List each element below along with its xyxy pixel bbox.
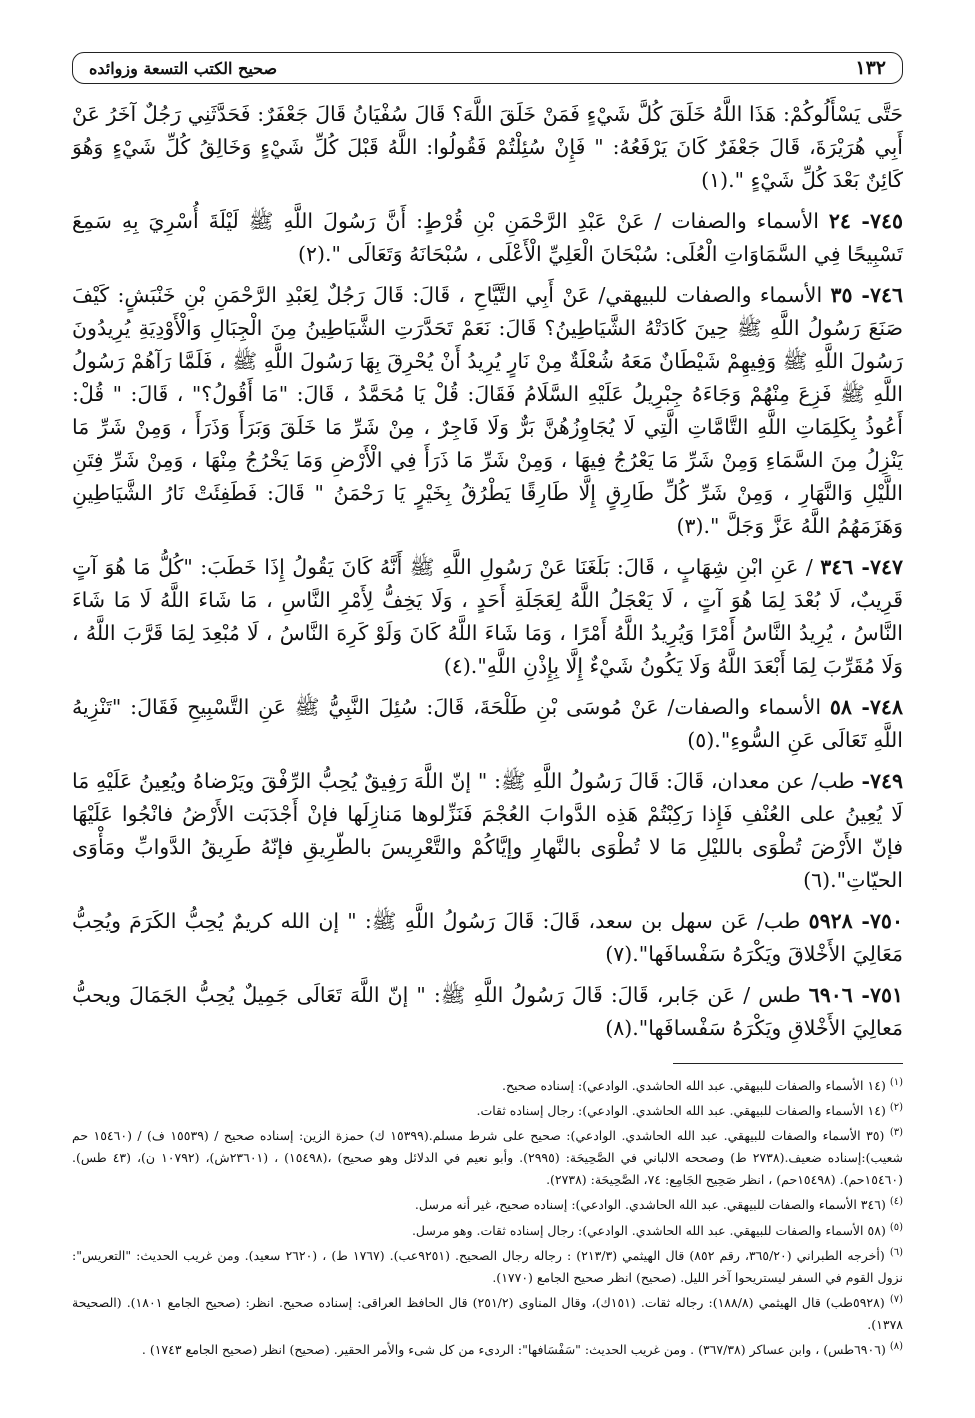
footnote xyxy=(72,1217,903,1242)
footnote-text: (٥٨ الأسماء والصفات للبيهقي. عبد الله الحاشدي. الوادعي): رجال إسناده ثقات. وهو مرسل. xyxy=(411,1222,886,1238)
footnote xyxy=(72,1336,903,1361)
footnote-text: (١٤ الأسماء والصفات للبيهقي. عبد الله الحاشدي. الوادعي): رجال إسناده ثقات. xyxy=(476,1103,886,1119)
hadith-number: ٧٥١- ٦٩٠٦ xyxy=(808,983,903,1007)
hadith-source: طب/ xyxy=(757,909,801,933)
hadith-entry xyxy=(72,98,903,197)
footnote-text: (٣٤٦ الأسماء والصفات للبيهقي. عبد الله الحاشدي. الوادعي): إسناده صحيح، غير أنه مرسل. xyxy=(414,1197,886,1213)
footnote-number: (٢) xyxy=(889,1102,903,1114)
footnote-text: (٦٩٠٦طس) ، وابن عساكر (٣٦٧/٣٨) . ومن غريب الحديث: "سَفْسَافها": الردىء من كل شىء والأمر الحقير. (صحيح) انظر (صحيح الجامع ١٧٤٣) . xyxy=(141,1342,886,1358)
footnote xyxy=(72,1122,903,1191)
hadith-text: عَنْ مُوسَى بْنِ طَلْحَةَ، قَالَ: سُئِلَ النَّبِيُّ ﷺ عَنِ التَّسْبِيحِ فَقَالَ: "تَنْزِيهُ اللَّهِ تَعَالَى عَنِ السُّوءِ".(٥) xyxy=(72,695,903,752)
book-title: صحيح الكتب التسعة وزوائده xyxy=(89,58,278,78)
footnote xyxy=(72,1289,903,1336)
main-text xyxy=(72,98,903,1045)
hadith-entry xyxy=(72,205,903,271)
footnote-number: (٣) xyxy=(889,1127,903,1139)
footnote xyxy=(72,1072,903,1097)
hadith-text: حَتَّى يَسْأَلُوكُمْ: هَذَا اللَّهُ خَلَقَ كُلَّ شَيْءٍ فَمَنْ خَلَقَ اللَّهَ؟ قَالَ سُفْيَانُ قَالَ جَعْفَرٌ: فَحَدَّثَنِي رَجُلٌ آخَرُ عَنْ أَبِي هُرَيْرَةَ، قَالَ جَعْفَرٌ كَانَ يَرْفَعُهُ: " فَإِنْ سُئِلْتُمْ فَقُولُوا: اللَّهُ قَبْلَ كُلِّ شَيْءٍ وَخَالِقُ كُلِّ شَيْءٍ وَهُوَ كَائِنٌ بَعْدَ كُلِّ شَيْءٍ ".(١) xyxy=(72,102,903,192)
hadith-text: عَنْ عَبْدِ الرَّحْمَنِ بْنِ قُرْطٍ: أَنَّ رَسُولَ اللَّهِ ﷺ لَيْلَةَ أُسْرِيَ بِهِ سَمِعَ تَسْبِيحًا فِي السَّمَاوَاتِ الْعُلَى: سُبْحَانَ الْعَلِيِّ الْأَعْلَى ، سُبْحَانَهُ وَتَعَالَى ".(٢) xyxy=(72,209,903,266)
footnote-number: (٥) xyxy=(889,1221,903,1233)
footnote-number: (١) xyxy=(889,1077,903,1088)
footnote-text: (أخرجه الطبراني (٣٦٥/٢٠، رقم ٨٥٢) قال الهيثمي (٢١٣/٣) : رجاله رجال الصحيح. (٩٢٥١عب). (١٧٦٧ ط) ، (٢٦٢٠ سعيد). ومن غريب الحديث: "التعريس": نزول القوم في السفر ليستريحوا آخر الليل. (صحيح) انظر صحيح الجامع (١٧٧٠). xyxy=(72,1247,903,1285)
hadith-number: ٧٤٩- xyxy=(861,769,903,793)
hadith-number: ٧٤٥- ٢٤ xyxy=(828,209,903,233)
footnote-number: (٤) xyxy=(889,1196,903,1208)
hadith-text: عَنِ ابْنِ شِهَابٍ ، قَالَ: بَلَغَنَا عَنْ رَسُولِ اللَّهِ ﷺ أَنَّهُ كَانَ يَقُولُ إِذَا خَطَبَ: "كُلُّ مَا هُوَ آتٍ قَرِيبٌ، لَا بُعْدَ لِمَا هُوَ آتٍ ، لَا يَعْجَلُ اللَّهُ لِعَجَلَةِ أَحَدٍ ، وَلَا يَخِفُّ لِأَمْرِ النَّاسِ ، مَا شَاءَ اللَّهُ لَا مَا شَاءَ النَّاسُ ، يُرِيدُ النَّاسُ أَمْرًا وَيُرِيدُ اللَّهُ أَمْرًا ، وَمَا شَاءَ اللَّهُ كَانَ وَلَوْ كَرِهَ النَّاسُ ، لَا مُبْعِدَ لِمَا قَرَّبَ اللَّهُ ، وَلَا مُقَرِّبَ لِمَا أَبْعَدَ اللَّهُ وَلَا يَكُونُ شَيْءٌ إِلَّا بِإِذْنِ اللَّهِ".(٤) xyxy=(72,555,903,678)
hadith-entry xyxy=(72,765,903,897)
hadith-number: ٧٤٨- ٥٨ xyxy=(829,695,903,719)
footnote xyxy=(72,1191,903,1216)
footnote-text: (٥٩٢٨طب) قال الهيثمي (١٨٨/٨): رجاله ثقات. (١٥١ك)، وقال المناوى (٢٥١/٢) قال الحافظ العراقى: إسناده صحيح. انظر: (صحيح الجامع ١٨٠١). (الصحيحة ١٣٧٨). xyxy=(72,1295,903,1333)
footnote-number: (٨) xyxy=(889,1341,903,1353)
page-header xyxy=(72,52,903,84)
hadith-source: الأسماء والصفات/ xyxy=(667,695,822,719)
hadith-entry xyxy=(72,979,903,1045)
hadith-entry xyxy=(72,279,903,543)
hadith-text: عن معدان، قَالَ: قَالَ رَسُولُ اللَّهِ ﷺ: " إنّ اللَّهَ رَفِيقٌ يُحِبُّ الرِّفْقَ ويَرْضاهُ ويُعِينُ عَلَيْهِ مَا لَا يُعِينُ على العُنْفِ فَإِذا رَكِبْتُمْ هَذِه الدَّوابَ العُجْمَ فَنَزِّلوها مَنازِلَها فإنْ أَجْدَبَت الأَرْضُ فانْجُوا عَلَيْهَا فإنّ الأَرْضَ تُطْوَى بالليْلِ مَا لا تُطْوَى بالنَّهارِ وإيَّاكُمْ والتَّعْرِيسَ بالطّرِيقِ فإنّهُ طَرِيقُ الدَّوابِّ ومَأْوَى الحيّاتِ".(٦) xyxy=(72,769,903,892)
hadith-number: ٧٥٠- ٥٩٢٨ xyxy=(808,909,903,933)
footnote xyxy=(72,1242,903,1289)
hadith-source: طب/ xyxy=(811,769,855,793)
hadith-source: الأسماء والصفات / xyxy=(654,209,819,233)
hadith-text: عَن جَابر، قَالَ: قَالَ رَسُولُ اللَّهِ ﷺ: " إنّ اللَّهَ تَعَالَى جَمِيلٌ يُحِبُّ الجَمَالَ ويحبُّ مَعالِيَ الأَخْلاقِ ويَكْرَهُ سَفْسافَها".(٨) xyxy=(72,983,903,1040)
hadith-number: ٧٤٦- ٣٥ xyxy=(830,283,903,307)
footnote xyxy=(72,1097,903,1122)
hadith-source: / xyxy=(805,555,813,579)
footnote-number: (٦) xyxy=(889,1246,903,1258)
footnote-text: (١٤ الأسماء والصفات للبيهقي. عبد الله الحاشدي. الوادعي): إسناده صحيح. xyxy=(501,1078,886,1094)
hadith-text: عَنْ أَبِي التَّيَّاحِ ، قَالَ: قَالَ رَجُلٌ لِعَبْدِ الرَّحْمَنِ بْنِ خَنْبَشٍ: كَيْفَ صَنَعَ رَسُولُ اللَّهِ ﷺ حِينَ كَادَتْهُ الشَّيَاطِينُ؟ قَالَ: نَعَمْ تَحَدَّرَتِ الشَّيَاطِينُ مِنَ الْجِبَالِ وَالْأَوْدِيَةِ يُرِيدُونَ رَسُولَ اللَّهِ ﷺ وَفِيهِمْ شَيْطَانٌ مَعَهُ شُعْلَةٌ مِنْ نَارٍ يُرِيدُ أَنْ يُحْرِقَ بِهَا رَسُولَ اللَّهِ ﷺ ، فَلَمَّا رَآهُمْ رَسُولُ اللَّهِ ﷺ فَزِعَ مِنْهُمْ وَجَاءَهُ جِبْرِيلُ عَلَيْهِ السَّلَامُ فَقَالَ: قُلْ يَا مُحَمَّدُ ، قَالَ: "مَا أَقُولُ؟" ، قَالَ: " قُلْ: أَعُوذُ بِكَلِمَاتِ اللَّهِ التَّامَّاتِ الَّتِي لَا يُجَاوِزُهُنَّ بَرٌّ وَلَا فَاجِرٌ ، مِنْ شَرِّ مَا خَلَقَ وَبَرَأَ وَذَرَأَ ، وَمِنْ شَرِّ مَا يَنْزِلُ مِنَ السَّمَاءِ وَمِنْ شَرِّ مَا يَعْرُجُ فِيهَا ، وَمِنْ شَرِّ مَا ذَرَأَ فِي الْأَرْضِ وَمَا يَخْرُجُ مِنْهَا ، وَمِنْ شَرِّ فِتَنِ اللَّيْلِ وَالنَّهَارِ ، وَمِنْ شَرِّ كُلِّ طَارِقٍ إِلَّا طَارِقًا يَطْرُقُ بِخَيْرٍ يَا رَحْمَنُ " قَالَ: فَطَفِئَتْ نَارُ الشَّيَاطِينِ وَهَزَمَهُمُ اللَّهُ عَزَّ وَجَلَّ ".(٣) xyxy=(72,283,903,538)
hadith-text: عَن سهل بن سعد، قَالَ: قَالَ رَسُولُ اللَّهِ ﷺ: " إن الله كريمٌ يُحِبُّ الكَرَمَ ويُحِبُّ مَعَالِيَ الأَخْلاقَ ويَكْرَهُ سَفْسافَها".(٧) xyxy=(72,909,903,966)
footnotes xyxy=(72,1072,903,1361)
hadith-entry xyxy=(72,551,903,683)
footnote-separator xyxy=(673,1063,903,1064)
hadith-number: ٧٤٧- ٣٤٦ xyxy=(820,555,903,579)
hadith-entry xyxy=(72,905,903,971)
hadith-source: الأسماء والصفات للبيهقي/ xyxy=(598,283,823,307)
page-number: ١٣٢ xyxy=(855,57,886,79)
footnote-text: (٣٥ الأسماء والصفات للبيهقي. عبد الله الحاشدي. الوادعي): صحيح على شرط مسلم.(١٥٣٩٩ ك) حمزة الزين: إسناده صحيح / (١٥٥٣٩ ف) / (١٥٤٦٠ حم شعيب):إسناده ضعيف.(٢٧٣٨ ط) وصححه الالباني في الصَّحِيحَة: (٢٩٩٥). وأبو نعيم في الدلائل وهو صحيح) ،(١٥٤٩٨) ، (٢٣٦٠١ش)، (١٠٧٩٢ ن)، (٤٣ طس). (١٥٤٦٠حم). (١٥٤٩٨حم) ، انظر صَحِيح الجَامِع: ٧٤، الصَّحِيحَة: (٢٧٣٨). xyxy=(72,1128,904,1188)
hadith-source: طس / xyxy=(743,983,801,1007)
footnote-number: (٧) xyxy=(889,1293,904,1305)
hadith-entry xyxy=(72,691,903,757)
